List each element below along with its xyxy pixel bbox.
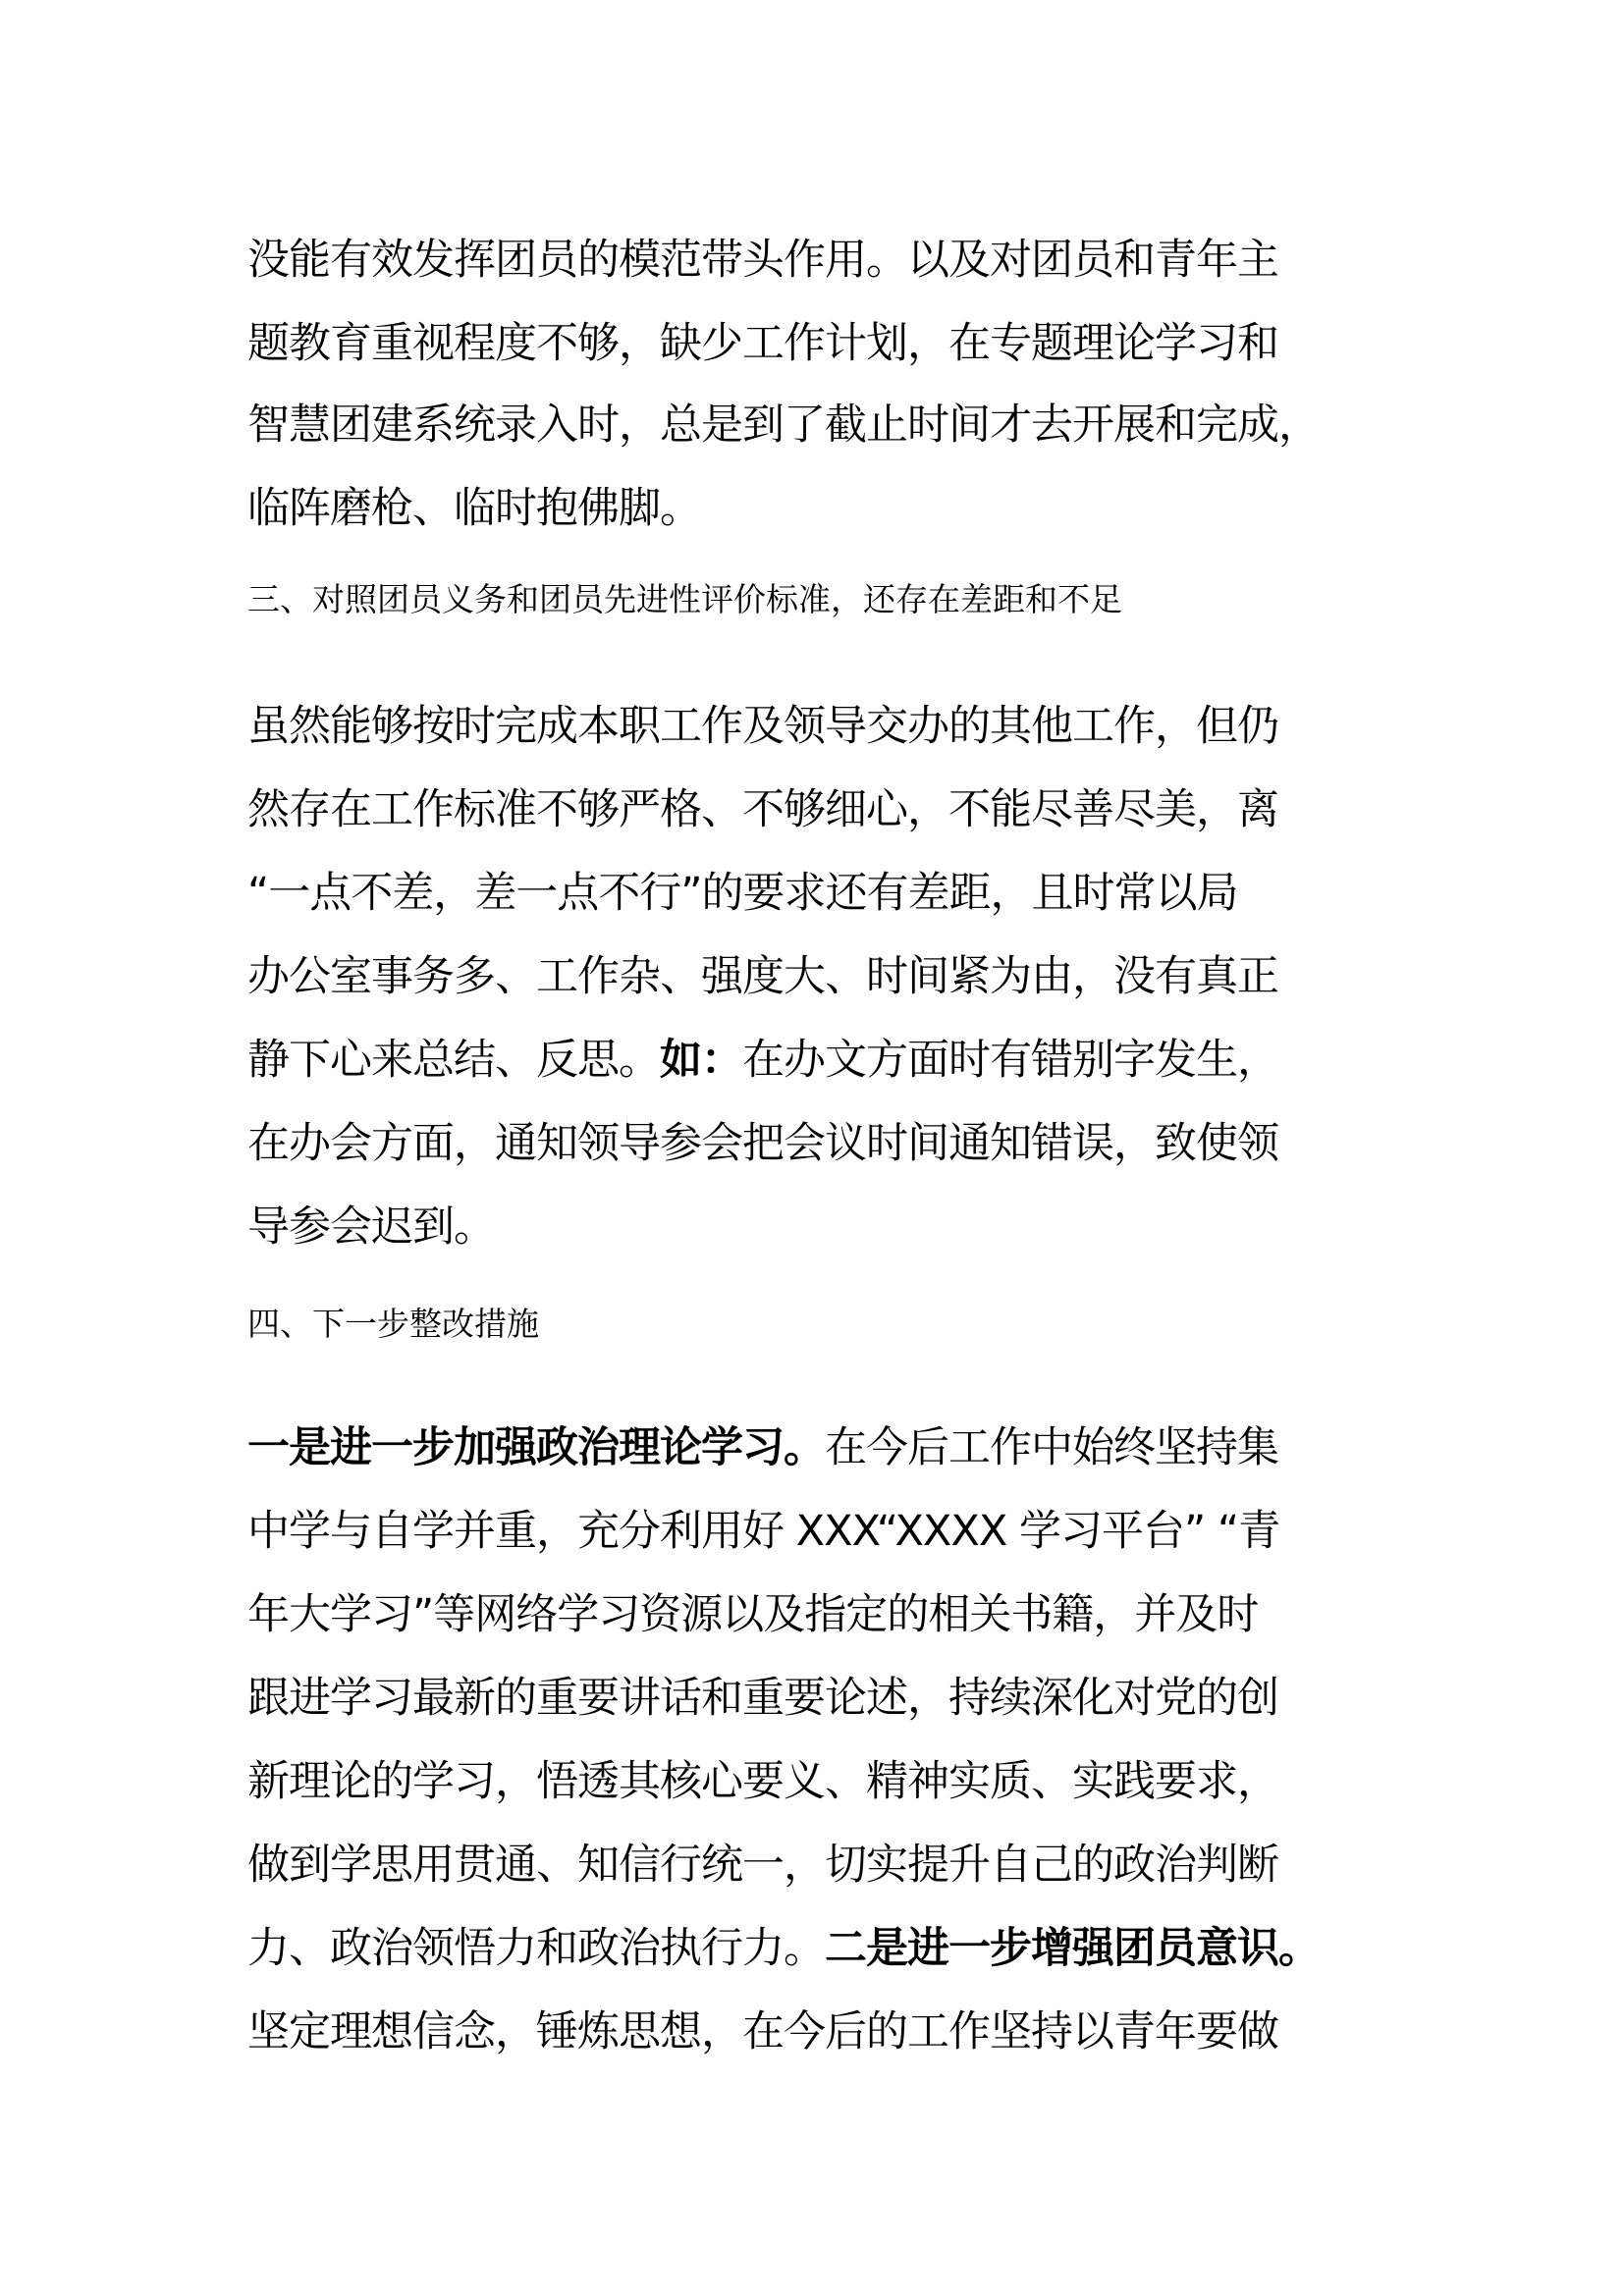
paragraph-line: 智慧团建系统录入时，总是到了截止时间才去开展和完成， [247,400,1320,450]
section-heading-4: 四、下一步整改措施 [247,1305,539,1343]
paragraph-line: 虽然能够按时完成本职工作及领导交办的其他工作，但仍 [247,702,1278,751]
bold-label: 如： [660,1036,742,1085]
paragraph-line: 年大学习”等网络学习资源以及指定的相关书籍，并及时 [247,1590,1259,1639]
paragraph-line: 在办会方面，通知领导参会把会议时间通知错误，致使领 [247,1119,1278,1168]
paragraph-line: 办公室事务多、工作杂、强度大、时间紧为由，没有真正 [247,952,1278,1001]
paragraph-line: 然存在工作标准不够严格、不够细心，不能尽善尽美，离 [247,785,1278,834]
paragraph-line: 没能有效发挥团员的模范带头作用。以及对团员和青年主 [247,236,1278,285]
text-run: 静下心来总结、反思。 [247,1036,660,1085]
section-heading-3: 三、对照团员义务和团员先进性评价标准，还存在差距和不足 [247,580,1122,618]
paragraph-line: 临阵磨枪、临时抱佛脚。 [247,484,701,533]
paragraph-line: 新理论的学习，悟透其核心要义、精神实质、实践要求， [247,1757,1278,1806]
paragraph-line [247,1031,1278,1090]
paragraph-line: 坚定理想信念，锤炼思想，在今后的工作坚持以青年要做 [247,2007,1278,2056]
text-run: 在今后工作中始终坚持集 [825,1423,1278,1472]
text-run: 力、政治领悟力和政治执行力。 [247,1924,825,1973]
paragraph-line: 题教育重视程度不够，缺少工作计划，在专题理论学习和 [247,319,1278,368]
text-run: 在办文方面时有错别字发生， [742,1036,1278,1085]
paragraph-line [247,1418,1278,1477]
bold-lead: 一是进一步加强政治理论学习。 [247,1423,825,1472]
bold-lead: 二是进一步增强团员意识。 [825,1924,1320,1973]
paragraph-line: 做到学思用贯通、知信行统一，切实提升自己的政治判断 [247,1841,1278,1890]
paragraph-line: 中学与自学并重，充分利用好 XXX“XXXX 学习平台” “青 [247,1507,1280,1556]
paragraph-line: 导参会迟到。 [247,1202,495,1252]
paragraph-line: 跟进学习最新的重要讲话和重要论述，持续深化对党的创 [247,1674,1278,1723]
paragraph-line: “一点不差，差一点不行”的要求还有差距，且时常以局 [247,869,1238,918]
paragraph-line [247,1919,1320,1978]
